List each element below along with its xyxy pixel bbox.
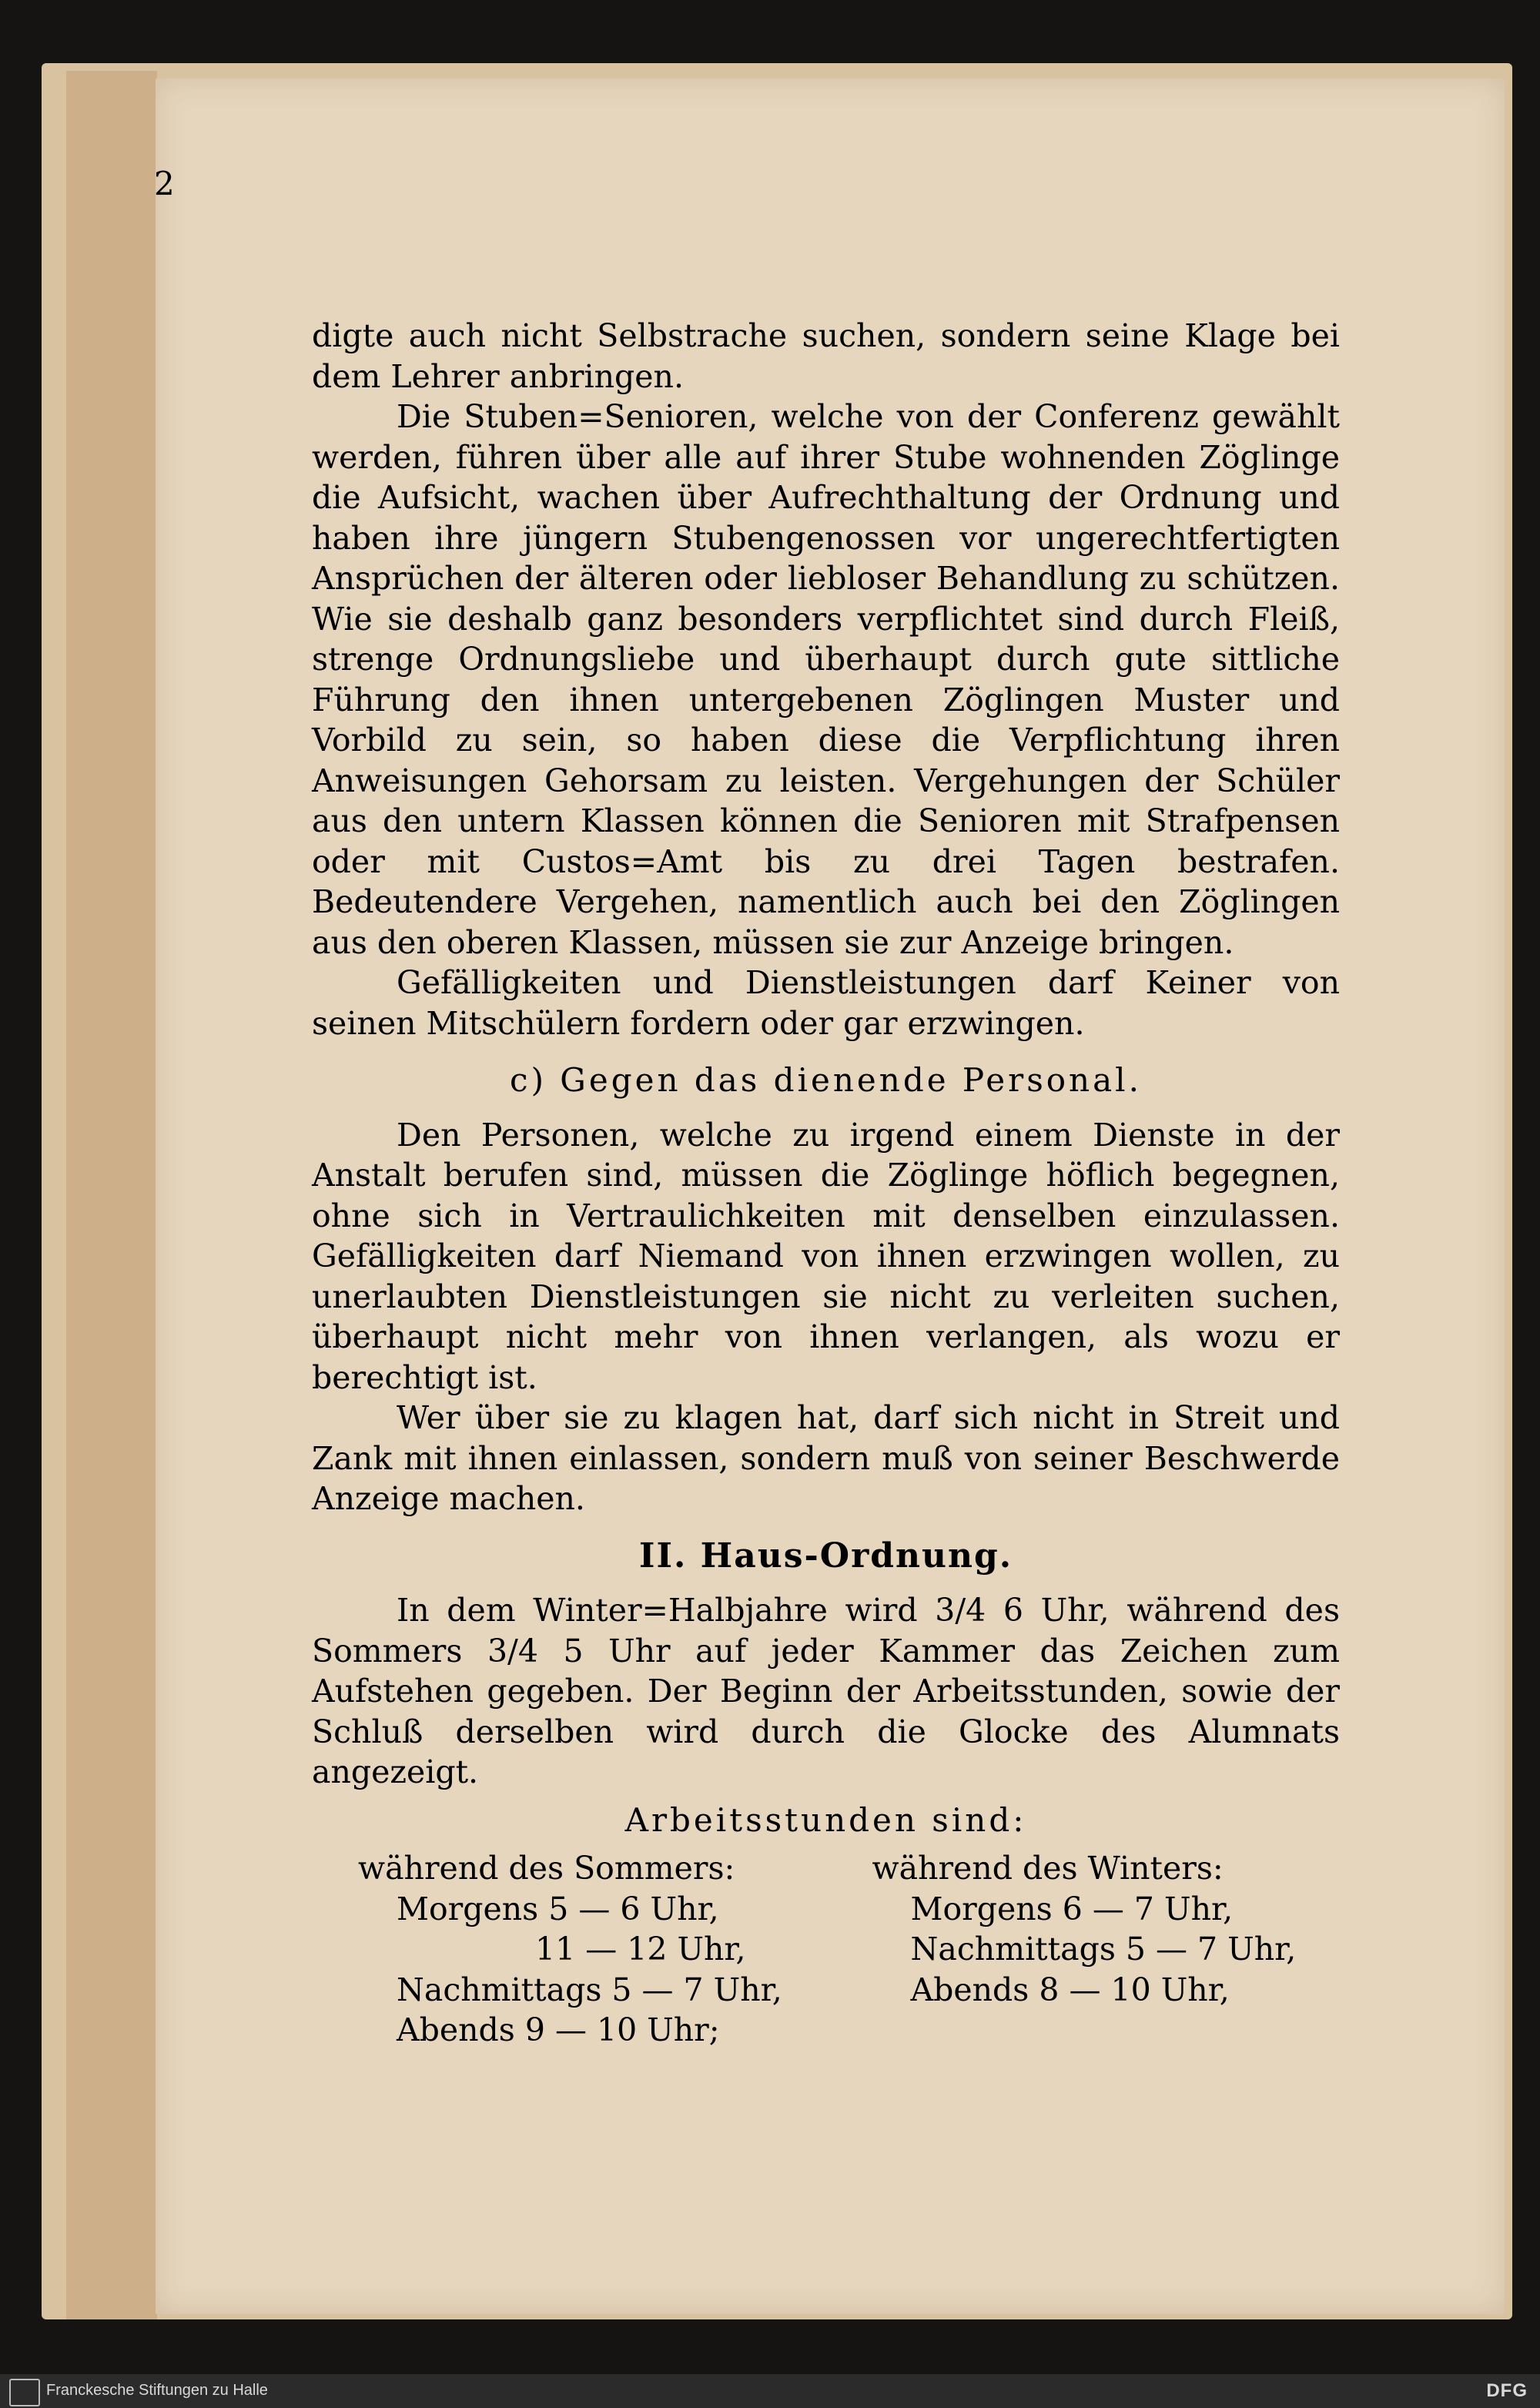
schedule-row: Abends 8 — 10 Uhr, (910, 1971, 1230, 2008)
paragraph: Die Stuben=Senioren, welche von der Conferenz gewählt werden, führen über alle auf ihrer Stube wohnenden Zöglinge die Aufsicht, wachen über Aufrechthaltung der Ordnung und haben ihre jüngern Stubengenossen vor ungerechtfertigten Ansprüchen der älteren oder liebloser Behandlung zu schützen. Wie sie deshalb ganz besonders verpflichtet sind durch Fleiß, strenge Ordnungsliebe und überhaupt durch gute sittliche Führung den ihnen untergebenen Zöglingen Muster und Vorbild zu sein, so haben diese die Verpflichtung ihren Anweisungen Gehorsam zu leisten. Vergehungen der Schüler aus den untern Klassen können die Senioren mit Strafpensen oder mit Custos=Amt bis zu drei Tagen bestrafen. Bedeutendere Vergehen, namentlich auch bei den Zöglingen aus den oberen Klassen, müssen sie zur Anzeige bringen. (312, 398, 1340, 961)
schedule-row: Abends 9 — 10 Uhr; (397, 2011, 720, 2048)
schedule-heading: Arbeitsstunden sind: (624, 1800, 1027, 1839)
schedule-winter-heading: während des Winters: (872, 1850, 1224, 1887)
page-number: 2 (154, 165, 175, 203)
page-text (312, 316, 1340, 2051)
schedule-row: Nachmittags 5 — 7 Uhr, (910, 1931, 1297, 1968)
schedule-row: Nachmittags 5 — 7 Uhr, (397, 1971, 782, 2008)
schedule-summer (312, 1848, 826, 2051)
page-edge (66, 71, 157, 2319)
institution-name: Franckesche Stiftungen zu Halle (46, 2382, 268, 2399)
section-heading-ii: II. Haus-Ordnung. (638, 1536, 1013, 1576)
schedule-row: 11 — 12 Uhr, (535, 1931, 746, 1968)
schedule (312, 1848, 1340, 2051)
schedule-winter (826, 1848, 1341, 2051)
schedule-row: Morgens 5 — 6 Uhr, (397, 1890, 719, 1927)
paragraph: In dem Winter=Halbjahre wird 3/4 6 Uhr, während des Sommers 3/4 5 Uhr auf jeder Kammer das Zeichen zum Aufstehen gegeben. Der Beginn der Arbeitsstunden, sowie der Schluß derselben wird durch die Glocke des Alumnats angezeigt. (312, 1592, 1340, 1790)
dfg-logo: DFG (1486, 2380, 1528, 2401)
paragraph: Wer über sie zu klagen hat, darf sich nicht in Streit und Zank mit ihnen einlassen, sondern muß von seiner Beschwerde Anzeige machen. (312, 1399, 1340, 1517)
paragraph: Gefälligkeiten und Dienstleistungen darf Keiner von seinen Mitschülern fordern oder gar erzwingen. (312, 964, 1340, 1042)
section-heading-c: c) Gegen das dienende Personal. (510, 1061, 1142, 1099)
schedule-summer-heading: während des Sommers: (358, 1850, 735, 1887)
schedule-row: Morgens 6 — 7 Uhr, (910, 1890, 1234, 1927)
paragraph: digte auch nicht Selbstrache suchen, sondern seine Klage bei dem Lehrer anbringen. (312, 317, 1340, 395)
footer-bar (0, 2374, 1540, 2408)
paragraph: Den Personen, welche zu irgend einem Dienste in der Anstalt berufen sind, müssen die Zöglinge höflich begegnen, ohne sich in Vertraulichkeiten mit denselben einzulassen. Gefälligkeiten darf Niemand von ihnen erzwingen wollen, zu unerlaubten Dienstleistungen sie nicht zu verleiten suchen, überhaupt nicht mehr von ihnen verlangen, als wozu er berechtigt ist. (312, 1116, 1340, 1396)
institution-logo-icon (9, 2379, 40, 2406)
